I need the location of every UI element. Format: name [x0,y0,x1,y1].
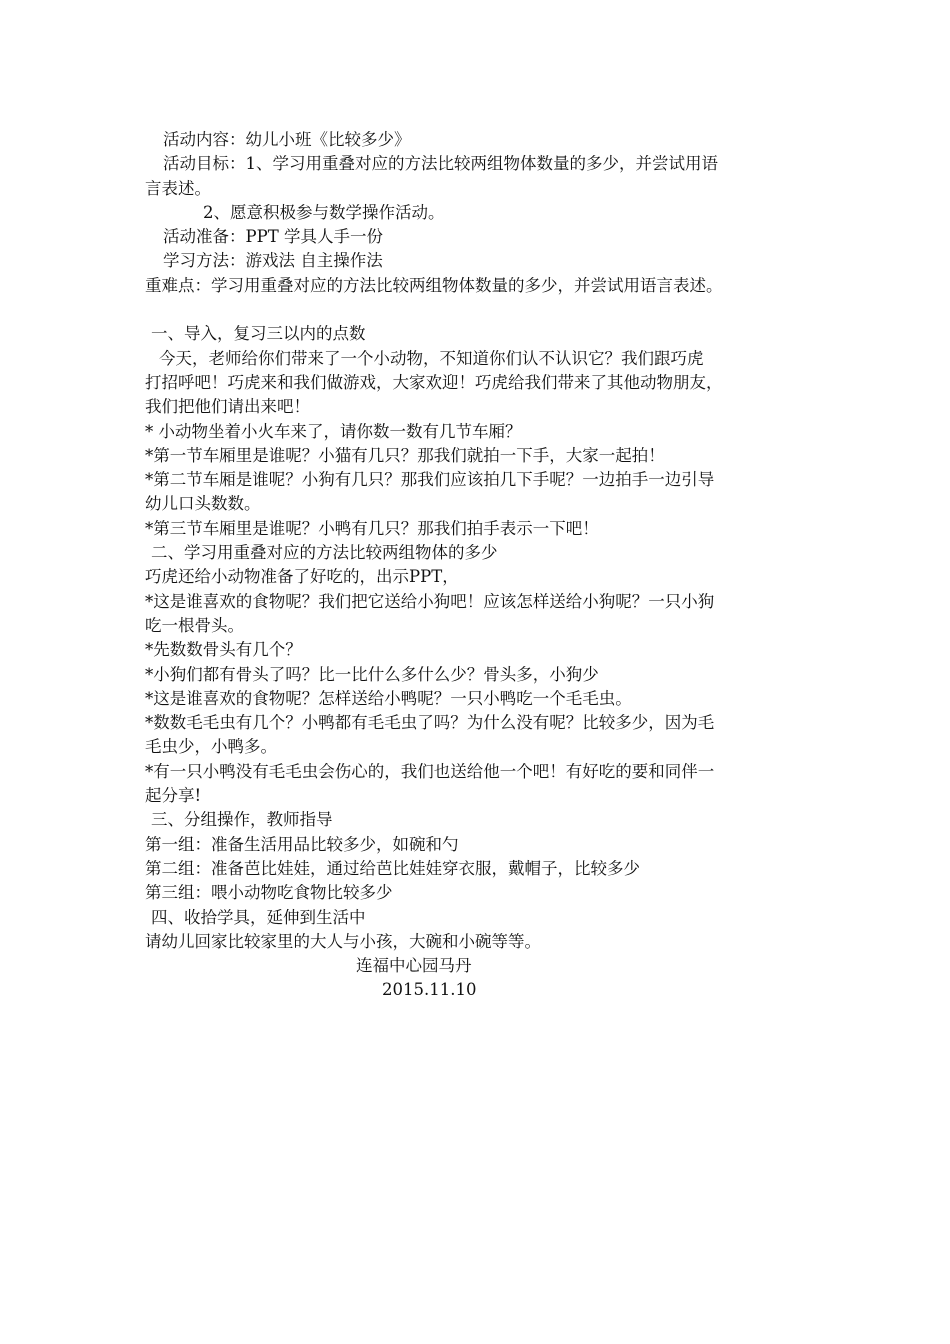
bullet-line-cont: 毛虫少，小鸭多。 [145,737,277,757]
section-heading-4: 四、收拾学具，延伸到生活中 [151,907,366,927]
lesson-body [145,322,815,954]
section-heading-3: 三、分组操作，教师指导 [151,810,333,830]
bullet-line: * 小动物坐着小火车来了，请你数一数有几节车厢？ [145,421,522,441]
activity-preparation: 活动准备：PPT 学具人手一份 [163,227,383,247]
bullet-line: *数数毛毛虫有几个？小鸭都有毛毛虫了吗？为什么没有呢？比较多少，因为毛 [145,713,715,733]
signature-date: 2015.11.10 [382,980,477,1000]
group-line: 第二组：准备芭比娃娃，通过给芭比娃娃穿衣服，戴帽子，比较多少 [145,858,640,878]
bullet-line: *这是谁喜欢的食物呢？怎样送给小鸭呢？一只小鸭吃一个毛毛虫。 [145,688,632,708]
paragraph-line: 打招呼吧！巧虎来和我们做游戏，大家欢迎！巧虎给我们带来了其他动物朋友， [145,372,723,392]
group-line: 第一组：准备生活用品比较多少，如碗和勺 [145,834,459,854]
activity-content: 活动内容：幼儿小班《比较多少》 [163,130,411,149]
bullet-line: *有一只小鸭没有毛毛虫会伤心的，我们也送给他一个吧！有好吃的要和同伴一 [145,761,715,781]
bullet-line: *小狗们都有骨头了吗？比一比什么多什么少？骨头多，小狗少 [145,664,599,684]
paragraph-line: 我们把他们请出来吧！ [145,397,310,417]
learning-method: 学习方法：游戏法 自主操作法 [163,251,383,271]
activity-goal-1-cont: 言表述。 [145,178,211,198]
bullet-line: *这是谁喜欢的食物呢？我们把它送给小狗吧！应该怎样送给小狗呢？一只小狗 [145,591,715,611]
section-heading-2: 二、学习用重叠对应的方法比较两组物体的多少 [151,543,498,563]
activity-goal-2: 2、愿意积极参与数学操作活动。 [203,202,445,222]
section-heading-1: 一、导入，复习三以内的点数 [151,324,366,344]
group-line: 第三组：喂小动物吃食物比较多少 [145,883,393,903]
bullet-line: *先数数骨头有几个？ [145,640,302,660]
bullet-line-cont: 吃一根骨头。 [145,615,244,635]
paragraph-line: 巧虎还给小动物准备了好吃的，出示PPT， [145,567,459,587]
bullet-line-cont: 幼儿口头数数。 [145,494,261,514]
bullet-line-cont: 起分享! [145,786,202,806]
paragraph-line: 请幼儿回家比较家里的大人与小孩，大碗和小碗等等。 [145,931,541,951]
blank-line [145,298,815,322]
bullet-line: *第三节车厢里是谁呢？小鸭有几只？那我们拍手表示一下吧！ [145,518,599,538]
bullet-line: *第二节车厢是谁呢？小狗有几只？那我们应该拍几下手呢？一边拍手一边引导 [145,470,715,490]
lesson-header [145,128,815,298]
signature-author: 连福中心园马丹 [356,956,472,976]
document-page [145,128,815,1003]
bullet-line: *第一节车厢里是谁呢？小猫有几只？那我们就拍一下手，大家一起拍！ [145,445,665,465]
activity-goal-1: 活动目标：1、学习用重叠对应的方法比较两组物体数量的多少，并尝试用语 [163,154,718,174]
key-difficulty: 重难点：学习用重叠对应的方法比较两组物体数量的多少，并尝试用语言表述。 [145,275,723,295]
signature-block [145,954,815,1003]
paragraph-line: 今天，老师给你们带来了一个小动物，不知道你们认不认识它？我们跟巧虎 [159,348,704,368]
